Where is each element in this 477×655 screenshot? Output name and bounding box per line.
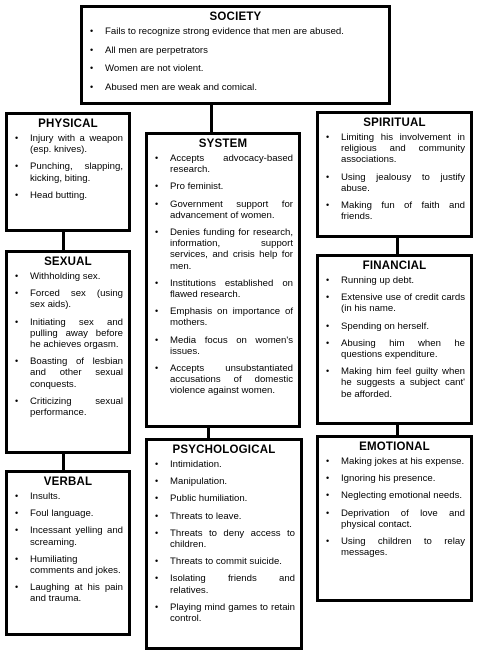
sexual-item: • Criticizing sexual performance. (8, 396, 128, 418)
sexual-item: • Withholding sex. (8, 271, 128, 282)
spiritual-title: SPIRITUAL (363, 117, 426, 129)
emotional-item: • Neglecting emotional needs. (319, 490, 470, 501)
physical-item: • Head butting. (8, 190, 128, 201)
psychological-item: • Isolating friends and relatives. (148, 573, 300, 595)
financial-item: • Spending on herself. (319, 321, 470, 332)
society-list (83, 26, 388, 93)
society-item: • All men are perpetrators (83, 45, 388, 56)
system-item: • Pro feminist. (148, 181, 298, 192)
spiritual-list (319, 132, 470, 222)
society-box (80, 5, 391, 105)
emotional-item: • Making jokes at his expense. (319, 456, 470, 467)
financial-item: • Abusing him when he questions expenditure. (319, 338, 470, 360)
emotional-item: • Using children to relay messages. (319, 536, 470, 558)
physical-item: • Injury with a weapon (esp. knives). (8, 133, 128, 155)
sexual-title: SEXUAL (44, 256, 92, 268)
verbal-title: VERBAL (43, 476, 93, 488)
system-list (148, 153, 298, 397)
psychological-item: • Threats to deny access to children. (148, 528, 300, 550)
psychological-box (145, 438, 303, 650)
financial-box (316, 254, 473, 425)
system-box (145, 132, 301, 428)
system-item: • Accepts unsubstantiated accusations of domestic violence against women. (148, 363, 298, 397)
verbal-item: • Foul language. (8, 508, 128, 519)
system-item: • Denies funding for research, information, support services, and crisis help for men. (148, 227, 298, 272)
psychological-item: • Threats to leave. (148, 511, 300, 522)
society-item: • Women are not violent. (83, 63, 388, 74)
financial-item: • Running up debt. (319, 275, 470, 286)
verbal-item: • Incessant yelling and screaming. (8, 525, 128, 547)
verbal-box (5, 470, 131, 636)
sexual-list (8, 271, 128, 418)
system-item: • Government support for advancement of women. (148, 199, 298, 221)
connector-physical-sexual (62, 232, 65, 250)
emotional-item: • Ignoring his presence. (319, 473, 470, 484)
emotional-item: • Deprivation of love and physical contact. (319, 508, 470, 530)
system-item: • Media focus on women's issues. (148, 335, 298, 357)
psychological-item: • Playing mind games to retain control. (148, 602, 300, 624)
spiritual-item: • Making fun of faith and friends. (319, 200, 470, 222)
psychological-item: • Manipulation. (148, 476, 300, 487)
physical-list (8, 133, 128, 201)
society-item: • Fails to recognize strong evidence that men are abused. (83, 26, 388, 37)
financial-item: • Extensive use of credit cards (in his name. (319, 292, 470, 314)
sexual-item: • Initiating sex and pulling away before he achieves orgasm. (8, 317, 128, 351)
connector-system-psychological (207, 428, 210, 438)
system-title: SYSTEM (198, 138, 248, 150)
sexual-item: • Forced sex (using sex aids). (8, 288, 128, 310)
spiritual-item: • Using jealousy to justify abuse. (319, 172, 470, 194)
physical-title: PHYSICAL (38, 118, 98, 130)
spiritual-item: • Limiting his involvement in religious and community associations. (319, 132, 470, 166)
psychological-item: • Threats to commit suicide. (148, 556, 300, 567)
connector-sexual-verbal (62, 454, 65, 470)
society-title: SOCIETY (209, 11, 262, 23)
psychological-title: PSYCHOLOGICAL (172, 444, 276, 456)
emotional-list (319, 456, 470, 558)
system-item: • Institutions established on flawed research. (148, 278, 298, 300)
financial-title: FINANCIAL (362, 260, 427, 272)
emotional-box (316, 435, 473, 602)
connector-financial-emotional (396, 425, 399, 435)
connector-society-system (210, 105, 213, 132)
verbal-item: • Insults. (8, 491, 128, 502)
verbal-item: • Humiliating comments and jokes. (8, 554, 128, 576)
system-item: • Emphasis on importance of mothers. (148, 306, 298, 328)
physical-item: • Punching, slapping, kicking, biting. (8, 161, 128, 183)
spiritual-box (316, 111, 473, 238)
financial-list (319, 275, 470, 400)
system-item: • Accepts advocacy-based research. (148, 153, 298, 175)
society-item: • Abused men are weak and comical. (83, 82, 388, 93)
physical-box (5, 112, 131, 232)
sexual-item: • Boasting of lesbian and other sexual conquests. (8, 356, 128, 390)
verbal-item: • Laughing at his pain and trauma. (8, 582, 128, 604)
financial-item: • Making him feel guilty when he suggests a subject cant' be afforded. (319, 366, 470, 400)
verbal-list (8, 491, 128, 605)
psychological-list (148, 459, 300, 624)
sexual-box (5, 250, 131, 454)
connector-spiritual-financial (396, 238, 399, 254)
psychological-item: • Public humiliation. (148, 493, 300, 504)
emotional-title: EMOTIONAL (359, 441, 430, 453)
psychological-item: • Intimidation. (148, 459, 300, 470)
